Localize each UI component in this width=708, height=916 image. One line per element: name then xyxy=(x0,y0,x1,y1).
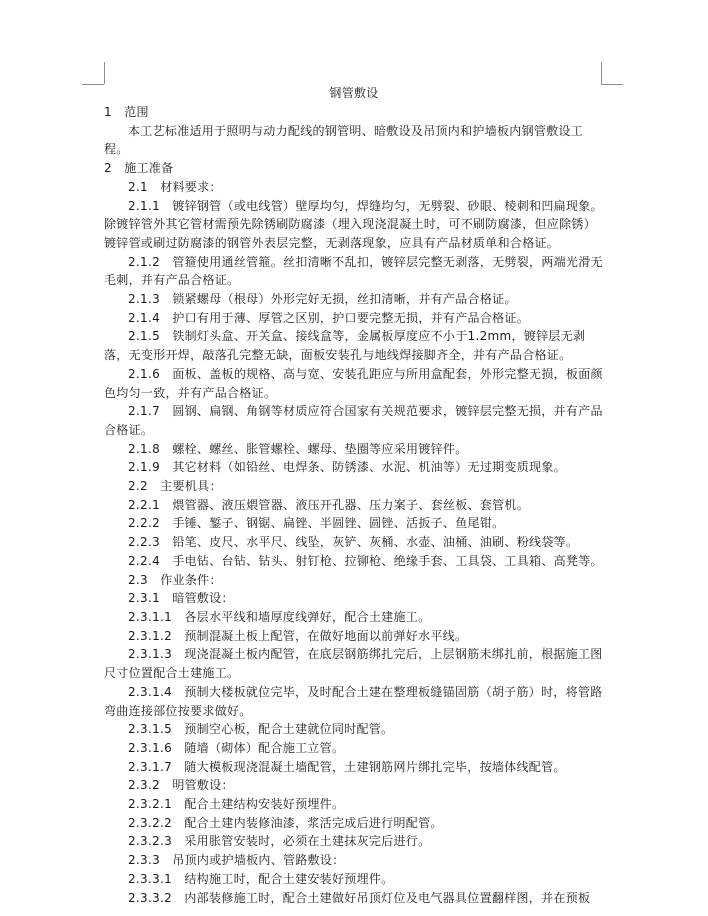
section-heading: 1 范围 xyxy=(104,105,149,119)
crop-mark-top-right-v xyxy=(601,62,602,84)
paragraph: 本工艺标准适用于照明与动力配线的钢管明、暗敷设及吊顶内和护墙板内钢管敷设工程。 xyxy=(104,123,584,157)
paragraph: 2.3.1.2 预制混凝土板上配管，在做好地面以前弹好水平线。 xyxy=(128,628,468,643)
paragraph: 2.1.9 其它材料（如铅丝、电焊条、防锈漆、水泥、机油等）无过期变质现象。 xyxy=(128,460,566,475)
paragraph: 2.2.1 煨管器、液压煨管器、液压开孔器、压力案子、套丝板、套管机。 xyxy=(128,497,530,512)
paragraph: 2.3.2 明管敷设： xyxy=(128,778,234,793)
document-title: 钢管敷设 xyxy=(329,86,379,100)
paragraph: 2.1.3 锁紧螺母（根母）外形完好无损，丝扣清晰，并有产品合格证。 xyxy=(128,292,517,307)
paragraph: 2.1.1 镀锌钢管（或电线管）壁厚均匀，焊缝均匀，无劈裂、砂眼、棱刺和凹扁现象。除镀锌管外其它管材需预先除锈刷防腐漆（埋入现浇混凝土时，可不刷防腐漆，但应除锈）镀锌管或刷过防腐漆的钢管外表层完整，无剥落现象，应具有产品材质单和合格证。 xyxy=(104,198,603,250)
section-heading: 2 施工准备 xyxy=(104,161,174,176)
document-body xyxy=(104,84,604,907)
paragraph: 2.1.4 护口有用于薄、厚管之区别，护口要完整无损，并有产品合格证。 xyxy=(128,310,530,325)
crop-mark-top-right-h xyxy=(601,84,623,85)
paragraph: 2.2.2 手锤、錾子、钢锯、扁锉、半圆锉、圆锉、活扳子、鱼尾钳。 xyxy=(128,516,505,531)
paragraph: 2.2.4 手电钻、台钻、钻头、射钉枪、拉铆枪、绝缘手套、工具袋、工具箱、高凳等。 xyxy=(128,553,603,568)
paragraph: 2.3.1.3 现浇混凝土板内配管，在底层钢筋绑扎完后，上层钢筋未绑扎前，根据施工图尺寸位置配合土建施工。 xyxy=(104,647,603,681)
paragraph: 2.1.2 管箍使用通丝管箍。丝扣清晰不乱扣，镀锌层完整无剥落，无劈裂，两端光滑无毛刺，并有产品合格证。 xyxy=(104,254,603,288)
paragraph: 2.3 作业条件： xyxy=(128,572,222,587)
paragraph: 2.3.2.3 采用胀管安装时，必须在土建抹灰完后进行。 xyxy=(128,834,431,849)
crop-mark-top-left-v xyxy=(104,62,105,84)
paragraph: 2.3.2.2 配合土建内装修油漆，浆活完成后进行明配管。 xyxy=(128,815,443,830)
paragraph: 2.1 材料要求： xyxy=(128,179,222,194)
paragraph: 2.1.8 螺栓、螺丝、胀管螺栓、螺母、垫圈等应采用镀锌件。 xyxy=(128,441,468,456)
paragraph: 2.3.3 吊顶内或护墙板内、管路敷设： xyxy=(128,853,345,868)
paragraph: 2.2 主要机具： xyxy=(128,479,222,494)
paragraph: 2.3.1.6 随墙（砌体）配合施工立管。 xyxy=(128,740,345,755)
paragraph: 2.3.1.5 预制空心板，配合土建就位同时配管。 xyxy=(128,722,394,737)
paragraph: 2.3.3.1 结构施工时，配合土建安装好预埋件。 xyxy=(128,871,394,886)
paragraph: 2.1.6 面板、盖板的规格、高与宽、安装孔距应与所用盒配套，外形完整无损，板面颜色均匀一致，并有产品合格证。 xyxy=(104,366,603,400)
paragraph: 2.3.1 暗管敷设： xyxy=(128,591,234,606)
paragraph: 2.1.5 铁制灯头盒、开关盒、接线盒等，金属板厚度应不小于1.2mm，镀锌层无剥落，无变形开焊，敲落孔完整无缺，面板安装孔与地线焊接脚齐全，并有产品合格证。 xyxy=(104,329,586,363)
document-sections xyxy=(104,103,604,907)
paragraph: 2.3.2.1 配合土建结构安装好预埋件。 xyxy=(128,797,345,812)
paragraph: 2.2.3 铅笔、皮尺、水平尺、线坠，灰铲、灰桶、水壶、油桶、油刷、粉线袋等。 xyxy=(128,535,579,550)
paragraph: 2.3.1.1 各层水平线和墙厚度线弹好，配合土建施工。 xyxy=(128,609,431,624)
paragraph: 2.3.1.7 随大模板现浇混凝土墙配管，土建钢筋网片绑扎完毕，按墙体线配管。 xyxy=(128,759,566,774)
crop-mark-top-left-h xyxy=(82,84,104,85)
paragraph: 2.3.3.2 内部装修施工时，配合土建做好吊顶灯位及电气器具位置翻样图，并在预板 xyxy=(128,890,591,905)
paragraph: 2.3.1.4 预制大楼板就位完毕，及时配合土建在整理板缝锚固筋（胡子筋）时，将管路弯曲连接部位按要求做好。 xyxy=(104,684,603,718)
paragraph: 2.1.7 圆钢、扁钢、角钢等材质应符合国家有关规范要求，镀锌层完整无损，并有产品合格证。 xyxy=(104,404,603,437)
